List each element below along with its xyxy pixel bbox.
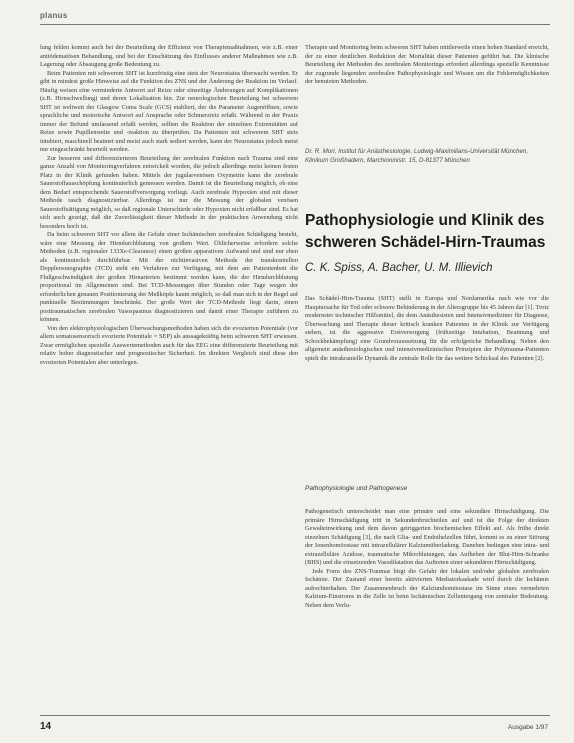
- paragraph: lung fehlen kommt auch bei der Beurteilung der Effizienz von Therapiemaßnahmen, wie z.B. einer antiödematösen Behandlung, und bei der Einschätzung des Einflusses anderer Maßnahmen wie z.B. Lagerung oder Absaugung große Bedeutung zu.: [40, 44, 298, 68]
- article-authors: C. K. Spiss, A. Bacher, U. M. Illievich: [305, 262, 493, 274]
- paragraph: Beim Patienten mit schwerem SHT ist kurzfristig eine stets der Neurostatus überwacht werden. Er gibt in mindest große Hinweise auf die Funktion des ZNS und der Änderung der Reaktion im Verlauf. Häufig weisen eine verminderte Antwort auf Reize oder einseitige Änderungen auf Komplikationen (z.B. Hirnschwellung) und deren Lokalisation hin. Zur neurologischen Beurteilung bei schwerem SHT ist weltweit der Glasgow Coma Scale (GCS) etabliert, der die Parameter Augenöffnen, sowie sprachliche und motorische Antwort auf Ansprache oder Schmerzreiz erfaßt. Während in der Praxis immer der Befund umfassend erfaßt werden, sollten die Reaktion der einzelnen Extremitäten auf Reize sowie Pupillenweite und -reaktion zu überprüfen. Da Patienten mit schwerem SHT stets intubiert, maschinell beatmet und meist auch stark sediert werden, kann der Neurostatus jedoch meist nur eingeschränkt beurteilt werden.: [40, 69, 298, 153]
- paragraph: Von den elektrophysiologischen Überwachungsmethoden haben sich die evozierten Potentiale (vor allem somatosensorisch evozierte Potentiale = SEP) als aussagekräftig beim schweren SHT erwiesen. Zwar ermöglichen spezielle Auswertemethoden auch für das EEG eine differenzierte Beurteilung mit relativ hoher diagnostischer und prognostischer Sicherheit. Im direkten Vergleich sind diese den evozierten Potentialen aber unterlegen.: [40, 324, 298, 366]
- article-section-body: [305, 508, 549, 610]
- running-header: planus: [40, 11, 68, 20]
- footer-rule: [40, 715, 550, 716]
- paragraph: Pathogenetisch unterscheidet man eine primäre und eine sekundäre Hirnschädigung. Die primäre Hirnschädigung tritt in Sekundenbruchteilen auf und ist die Folge der direkten Gewalteinwirkung und dem davon getriggerten biochemischen Effekt auf. Als frühe direkt einzelnen Schädigung [3], die nach Glia- und Endothelzellen führt, kommt es zu einer Störung der Ionenhomöostase mit intrazellulärer Kalziumüberladung. Daneben bedingen eine intra- und extrazelluläre Azidose, traumatische Mikroblutungen, das Aufheben der Blut-Hirn-Schranke (BHS) und die einsetzenden Vasodilatation das Auftreten einer sekundären Hirnschädigung.: [305, 508, 549, 566]
- section-heading: Pathophysiologie und Pathogenese: [305, 485, 408, 492]
- paragraph: Zur besseren und differenzierteren Beurteilung der zerebralen Funktion nach Trauma sind eine ganze Anzahl von Monitoringverfahren entwickelt worden, die jedoch allerdings meist keinen festen Platz in der Klinik gefunden haben. Mittels der jugularvenösen Oxymetrie kann die zerebrale Sauerstoffausschöpfung kontinuierlich gemessen werden. Damit ist die Beurteilung möglich, ob eine dem Bedarf entsprechende Sauerstoffversorgung vorliegt. Auch zerebrale Hypoxien sind mit dieser Methode rasch diagnostizierbar. Allerdings ist nur die Messung der globalen venösen Sauerstoffsättigung möglich, so daß regionale Unterschiede oder Hypoxien nicht erfaßbar sind. Es hat sich auch gezeigt, daß die Zuverlässigkeit dieser Methode in der praktischen Anwendung nicht besonders hoch ist.: [40, 154, 298, 230]
- issue-label: Ausgabe 1/97: [507, 724, 548, 731]
- right-column-top: [305, 44, 549, 87]
- paragraph: Das Schädel-Hirn-Trauma (SHT) stellt in Europa und Nordamerika nach wie vor die Hauptursache für Tod oder schwere Behinderung in der Altersgruppe bis 45 Jahren dar [1]. Trotz modernster technischer Hilfsmittel, die dem Anästhesisten und Intensivmediziner für Diagnose, Überwachung und Therapie dieser kritisch kranken Patienten in der Klinik zur Verfügung stehen, ist die aggressive Erstversorgung (frühzeitige Intubation, Beatmung und Schockbekämpfung) eine Grundvoraussetzung für die erfolgreiche Behandlung. Neben den allgemein anästhesiologischen und intensivmedizinischen Prinzipien der Polytrauma-Patienten spielt die intrakranielle Dynamik die zentrale Rolle für das weitere Schicksal des Patienten [2].: [305, 295, 549, 362]
- article-intro: [305, 295, 549, 363]
- left-column: [40, 44, 298, 367]
- paragraph: Therapie und Monitoring beim schweren SHT haben mittlerweile einen hohen Standard erreicht, der zu einer deutlichen Reduktion der Mortalität dieser Patienten geführt hat. Die klinische Beurteilung der Methoden des zerebralen Monitorings erfordert allerdings spezielle Kenntnisse der zugrunde liegenden zerebralen Pathophysiologie und Wissen um die Fehlermöglichkeiten der benutzten Methoden.: [305, 44, 549, 85]
- paragraph: Da beim schweren SHT vor allem die Gefahr einer Ischämischen zerebralen Schädigung besteht, wäre eine Messung der Hirndurchblutung von großem Wert. Üblicherweise erfordern solche Methoden (z.B. regionaler 133Xe-Clearance) einen großen apparativen Aufwand und sind nur eben als kontinuierlich durchführbar. Mit der nichtinvasiven Methode der transkraniellen Dopplersonographie (TCD) steht ein Verfahren zur Verfügung, mit dem am Patientenbett die Flußgeschwindigkeit der großen Hirnarterien bestimmt werden kann, die der Hirndurchblutung proportional im Allgemeinen sind. Bei TCD-Messungen über Stunden oder Tage wegen der erforderlichen genauen Positionierung der Meßköpfe kaum möglich, so daß man sich in der Regel auf punktuelle Bestimmungen beschränkt. Der große Wert der TCD-Methode liegt darin, einen posttraumatischen zerebralen Vasospasmus diagnostizieren und damit einer Therapie zuführen zu können.: [40, 231, 298, 323]
- article-title: Pathophysiologie und Klinik des schweren Schädel-Hirn-Traumas: [305, 212, 546, 251]
- paragraph: Jede Form des ZNS-Traumas birgt die Gefahr der lokalen und/oder globalen zerebralen Ischämie. Der Zustand einer bereits aktivierten Mediatorkaskade wird durch die Ischämie aufrechterhalten. Der Zusammenbruch der Kalziumhomöostase im Sinne eines vermehrten Kalzium-Einstroms in die Zelle ist beim Ischämischen Zelluntergang von zentraler Bedeutung. Neben dem Verlu-: [305, 567, 549, 609]
- author-affiliation: Dr. R. Mori, Institut für Anästhesiologie, Ludwig-Maximilians-Universität München, Klinikum Großhadern, Marchioninistr. 15, D-81377 München: [305, 148, 529, 164]
- page-number: 14: [40, 721, 52, 732]
- header-rule: [40, 24, 550, 25]
